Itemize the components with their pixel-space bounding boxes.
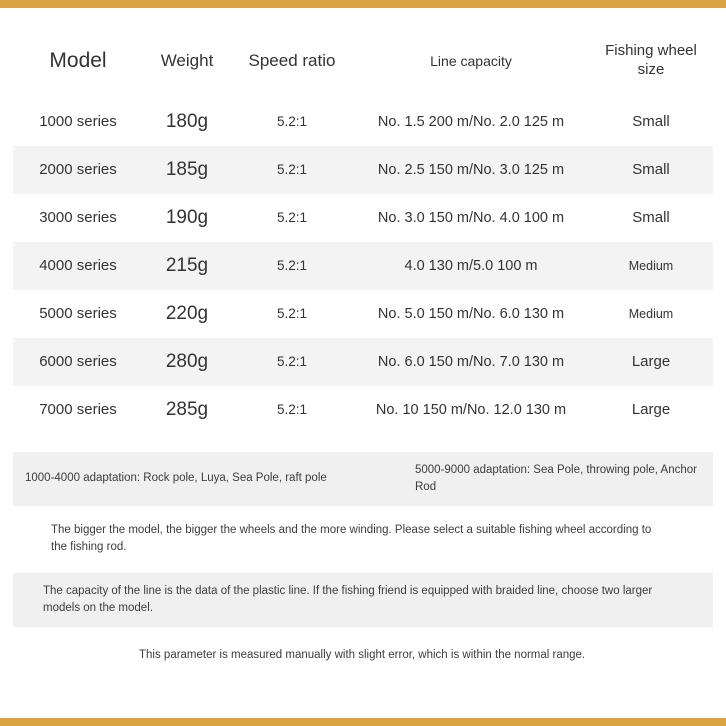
cell-line-capacity: No. 3.0 150 m/No. 4.0 100 m xyxy=(353,194,589,242)
cell-weight: 280g xyxy=(143,338,231,386)
cell-model: 6000 series xyxy=(13,338,143,386)
note-adaptation-right: 5000-9000 adaptation: Sea Pole, throwing pole, Anchor Rod xyxy=(415,463,697,493)
cell-wheel-size: Medium xyxy=(589,242,713,290)
note-adaptation-left: 1000-4000 adaptation: Rock pole, Luya, Sea Pole, raft pole xyxy=(25,471,327,484)
cell-speed-ratio: 5.2:1 xyxy=(231,98,353,146)
cell-model: 3000 series xyxy=(13,194,143,242)
cell-line-capacity: No. 2.5 150 m/No. 3.0 125 m xyxy=(353,146,589,194)
cell-model: 2000 series xyxy=(13,146,143,194)
column-header-line-capacity: Line capacity xyxy=(353,30,589,98)
cell-speed-ratio: 5.2:1 xyxy=(231,242,353,290)
cell-line-capacity: No. 6.0 150 m/No. 7.0 130 m xyxy=(353,338,589,386)
cell-speed-ratio: 5.2:1 xyxy=(231,386,353,434)
table-row xyxy=(13,386,713,434)
cell-line-capacity: No. 1.5 200 m/No. 2.0 125 m xyxy=(353,98,589,146)
cell-wheel-size: Small xyxy=(589,194,713,242)
cell-speed-ratio: 5.2:1 xyxy=(231,338,353,386)
top-accent-bar xyxy=(0,0,726,8)
table-row xyxy=(13,290,713,338)
cell-wheel-size: Medium xyxy=(589,290,713,338)
table-row xyxy=(13,98,713,146)
table-row xyxy=(13,242,713,290)
cell-wheel-size: Large xyxy=(589,338,713,386)
cell-model: 1000 series xyxy=(13,98,143,146)
cell-speed-ratio: 5.2:1 xyxy=(231,146,353,194)
cell-line-capacity: No. 5.0 150 m/No. 6.0 130 m xyxy=(353,290,589,338)
cell-wheel-size: Large xyxy=(589,386,713,434)
cell-weight: 190g xyxy=(143,194,231,242)
column-header-speed-ratio: Speed ratio xyxy=(231,30,353,98)
bottom-accent-bar xyxy=(0,718,726,726)
cell-weight: 220g xyxy=(143,290,231,338)
cell-model: 7000 series xyxy=(13,386,143,434)
content-area xyxy=(0,8,726,718)
cell-speed-ratio: 5.2:1 xyxy=(231,194,353,242)
note-line-capacity: The capacity of the line is the data of the plastic line. If the fishing friend is equipped with braided line, choose two larger models on the model. xyxy=(13,573,713,628)
cell-wheel-size: Small xyxy=(589,146,713,194)
table-row xyxy=(13,338,713,386)
cell-line-capacity: No. 10 150 m/No. 12.0 130 m xyxy=(353,386,589,434)
table-header xyxy=(13,30,713,98)
specification-table xyxy=(13,30,713,434)
cell-weight: 285g xyxy=(143,386,231,434)
column-header-weight: Weight xyxy=(143,30,231,98)
cell-model: 4000 series xyxy=(13,242,143,290)
cell-model: 5000 series xyxy=(13,290,143,338)
table-row xyxy=(13,194,713,242)
column-header-fishing-wheel-size: Fishing wheel size xyxy=(589,30,713,98)
cell-speed-ratio: 5.2:1 xyxy=(231,290,353,338)
cell-weight: 185g xyxy=(143,146,231,194)
notes-section xyxy=(13,452,713,679)
note-adaptation xyxy=(13,452,713,507)
note-model-size: The bigger the model, the bigger the wheels and the more winding. Please select a suitable fishing wheel according to the fishing rod. xyxy=(13,512,713,567)
cell-weight: 215g xyxy=(143,242,231,290)
note-measurement-error: This parameter is measured manually with slight error, which is within the normal range. xyxy=(13,633,713,678)
cell-line-capacity: 4.0 130 m/5.0 100 m xyxy=(353,242,589,290)
table-header-row xyxy=(13,30,713,98)
table-row xyxy=(13,146,713,194)
cell-weight: 180g xyxy=(143,98,231,146)
column-header-model: Model xyxy=(13,30,143,98)
table-body xyxy=(13,98,713,434)
cell-wheel-size: Small xyxy=(589,98,713,146)
